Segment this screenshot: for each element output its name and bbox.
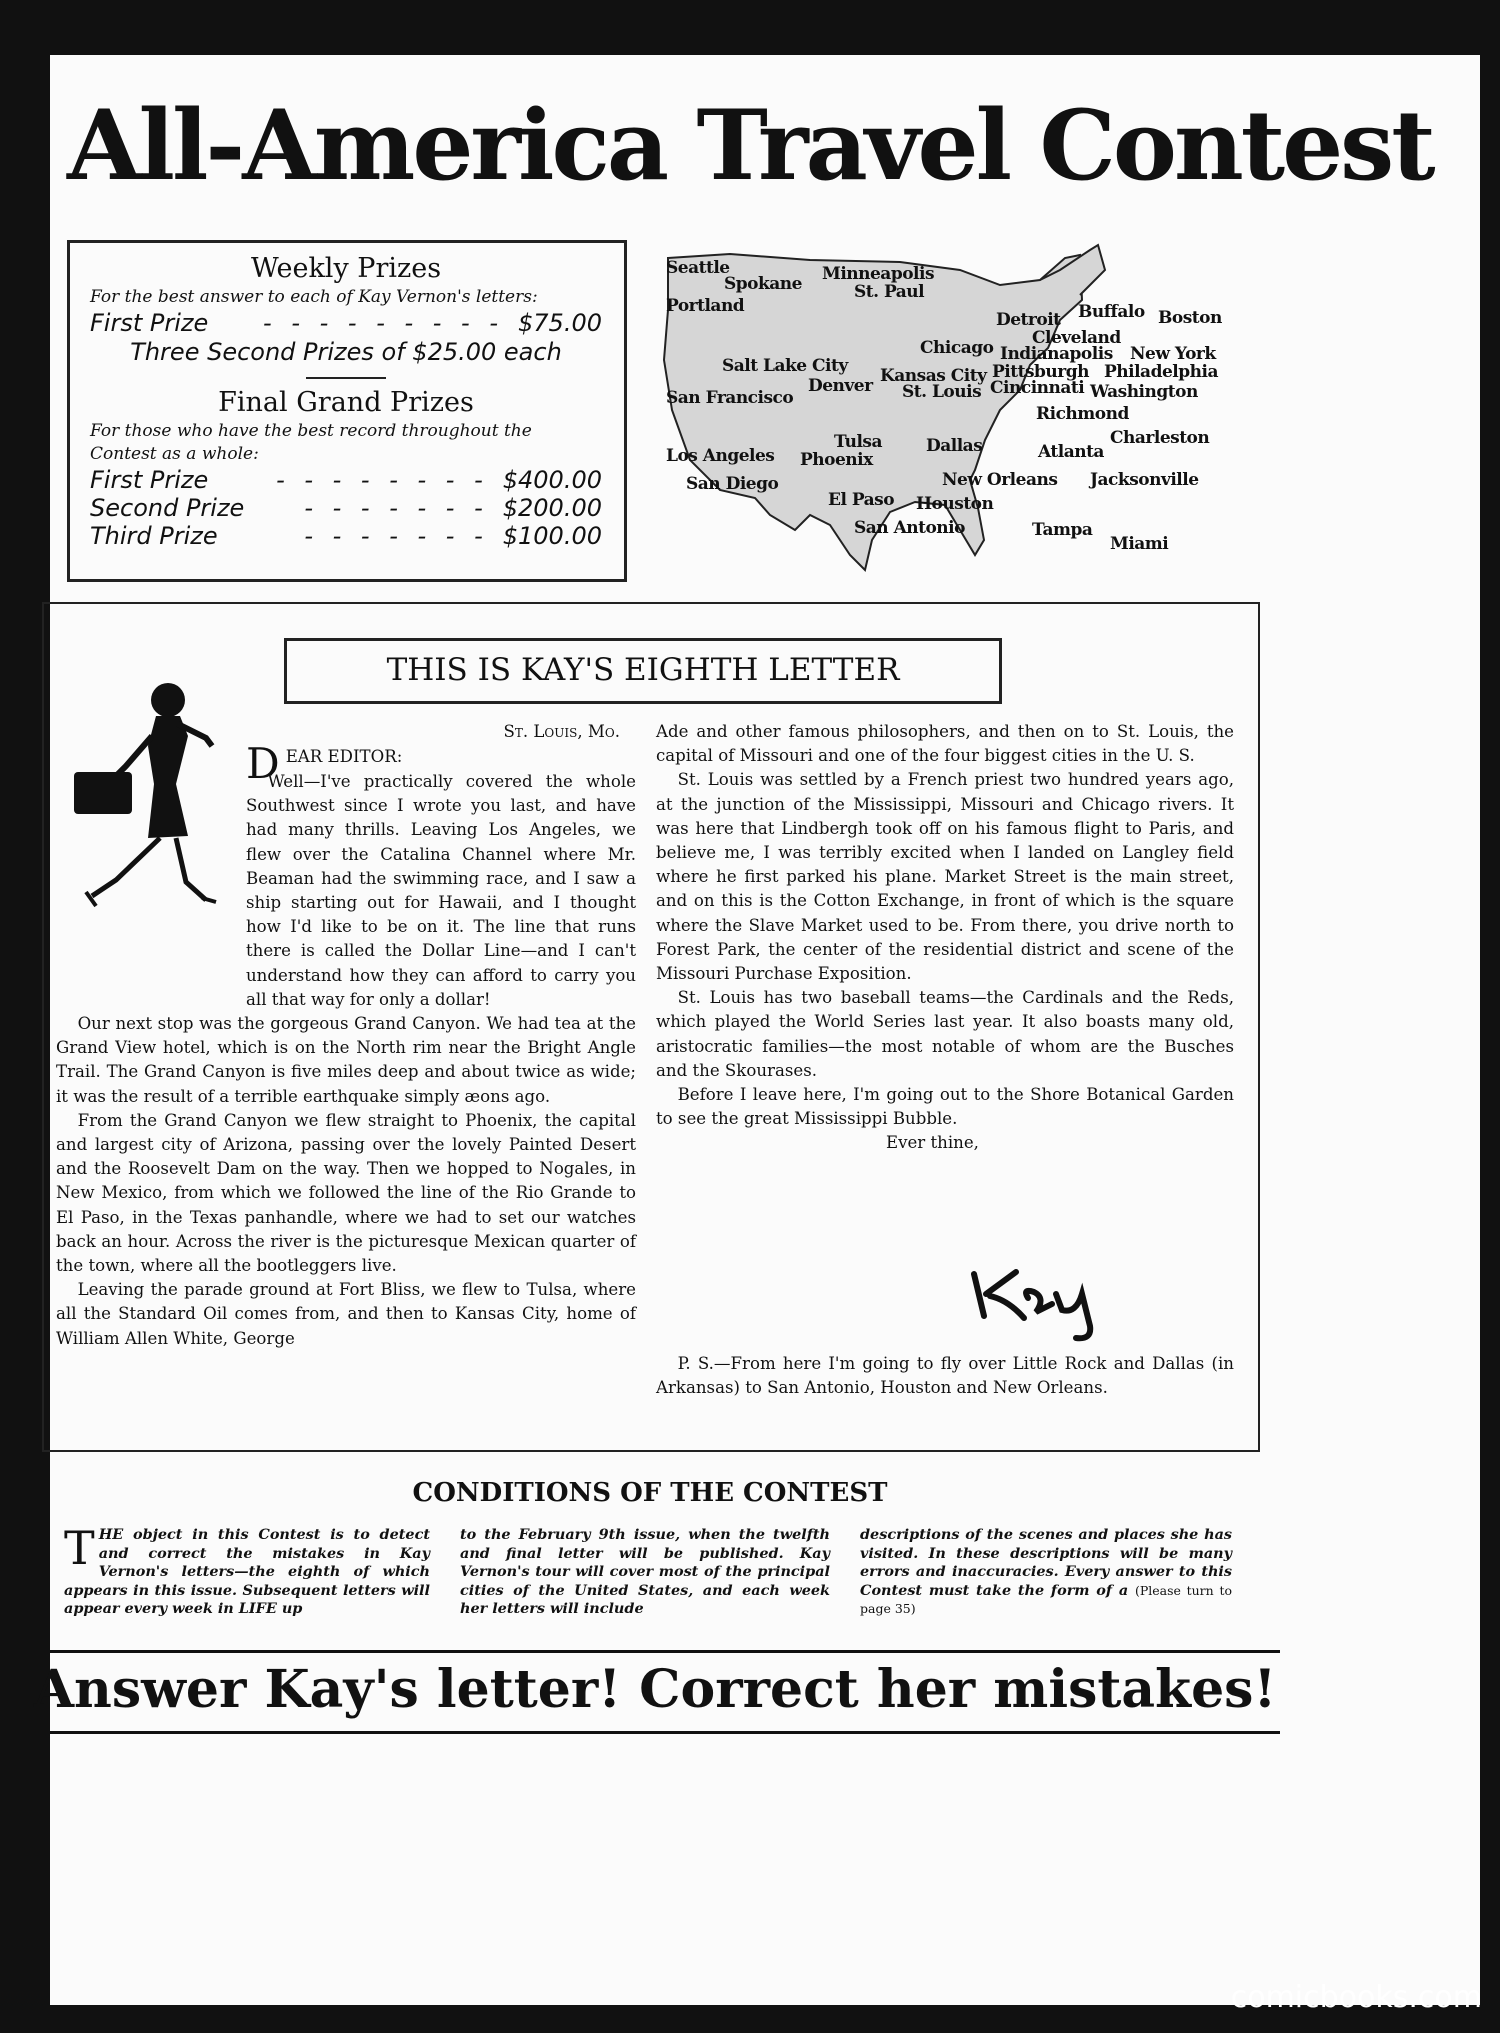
city-label: Portland [666, 296, 745, 316]
final-prize-row [90, 466, 602, 494]
city-label: Phoenix [800, 450, 873, 470]
city-label: El Paso [828, 490, 895, 510]
weekly-prizes-heading: Weekly Prizes [250, 253, 442, 284]
conditions-text: HE object in this Contest is to detect and correct the mistakes in Kay Vernon's letters—the eighth of which appears in this issue. Subsequent letters will appear every week in LIFE up [64, 1526, 430, 1618]
conditions-column-1 [64, 1521, 430, 1619]
conditions-heading: CONDITIONS OF THE CONTEST [412, 1478, 888, 1508]
final-prize-label: Third Prize [90, 522, 218, 550]
page-reference: (Please turn to page 35) [860, 1582, 1232, 1617]
city-label: Richmond [1036, 404, 1129, 424]
leader-dashes: - - - - - - - [304, 522, 489, 550]
city-label: Boston [1158, 308, 1222, 328]
prizes-box [67, 240, 627, 582]
city-label: Tampa [1032, 520, 1093, 540]
city-label: Spokane [724, 274, 802, 294]
city-label: San Diego [686, 474, 779, 494]
city-label: Minneapolis [822, 264, 935, 284]
letter-paragraph: Well—I've practically covered the whole Southwest since I wrote you last, and have had many thrills. Leaving Los Angeles, we flew over the Catalina Channel where Mr. Beaman had the swimming race, and I saw a ship starting out for Hawaii, and I thought how I'd like to be on it. The line that runs there is called the Dollar Line—and I can't understand how they can afford to carry you all that way for only a dollar! [246, 772, 636, 1009]
final-prize-amount: $400.00 [502, 466, 602, 494]
cta-text: Answer Kay's letter! Correct her mistakes! [33, 1659, 1277, 1720]
kay-signature [964, 1254, 1134, 1344]
letter-paragraph: Before I leave here, I'm going out to the Shore Botanical Garden to see the great Mississippi Bubble. [656, 1085, 1234, 1129]
kay-illustration [56, 666, 226, 936]
city-label: Charleston [1110, 428, 1210, 448]
city-label: Cleveland [1032, 328, 1121, 348]
city-label: New Orleans [942, 470, 1058, 490]
page-title: All-America Travel Contest [67, 89, 1433, 202]
final-prize-amount: $100.00 [502, 522, 602, 550]
conditions-text: descriptions of the scenes and places she has visited. In these descriptions will be many errors and inaccuracies. Every answer to this Contest must take the form of a [860, 1526, 1232, 1599]
letter-paragraph: St. Louis was settled by a French priest two hundred years ago, at the junction of the Mississippi, Missouri and Chicago rivers. It was here that Lindbergh took off on his famous flight to Paris, and believe me, I was terribly excited when I landed on Langley field where he first parked his plane. Market Street is the main street, and on this is the Cotton Exchange, in front of which is the square where the Slave Market used to be. From there, you drive north to Forest Park, the center of the residential district and scene of the Missouri Purchase Exposition. [656, 770, 1234, 984]
cta-banner [30, 1650, 1280, 1734]
city-label: San Francisco [666, 388, 794, 408]
city-label: Denver [808, 376, 873, 396]
city-label: Philadelphia [1104, 362, 1218, 382]
final-prizes-heading: Final Grand Prizes [218, 387, 474, 418]
city-label: Cincinnati [990, 378, 1085, 398]
conditions-column-2: to the February 9th issue, when the twelfth and final letter will be published. Kay Vernon's tour will cover most of the principal cities of the United States, and each week her letters will include [460, 1526, 830, 1618]
city-label: Salt Lake City [722, 356, 848, 376]
leader-dashes: - - - - - - - - [276, 466, 489, 494]
letter-paragraph: Our next stop was the gorgeous Grand Canyon. We had tea at the Grand View hotel, which is on the North rim near the Bright Angle Trail. The Grand Canyon is five miles deep and about twice as wide; it was the result of a terrible earthquake simply æons ago. [56, 1014, 636, 1106]
letter-paragraph: Leaving the parade ground at Fort Bliss, we flew to Tulsa, where all the Standard Oil comes from, and then to Kansas City, home of William Allen White, George [56, 1280, 636, 1348]
city-label: Dallas [926, 436, 983, 456]
city-label: Seattle [666, 258, 730, 278]
city-label: Indianapolis [1000, 344, 1113, 364]
letter-place: St. Louis, Mo. [503, 722, 620, 741]
city-label: Chicago [920, 338, 994, 358]
final-prize-row [90, 494, 602, 522]
city-label: Kansas City [880, 366, 987, 386]
weekly-first-prize-row [90, 309, 602, 337]
drop-cap: D [246, 739, 280, 788]
final-prize-amount: $200.00 [502, 494, 602, 522]
final-prizes-note: For those who have the best record throughout the Contest as a whole: [90, 421, 532, 464]
salutation-text: EAR EDITOR: [285, 747, 403, 766]
city-label: Pittsburgh [992, 362, 1089, 382]
source-watermark: comicbooks.com [1230, 1980, 1482, 2015]
salutation [246, 739, 636, 788]
conditions-column-3 [860, 1526, 1232, 1619]
prize-divider [306, 377, 386, 379]
city-label: Buffalo [1078, 302, 1145, 322]
letter-paragraph: Ade and other famous philosophers, and then on to St. Louis, the capital of Missouri and one of the four biggest cities in the U. S. [656, 722, 1234, 766]
city-label: San Antonio [854, 518, 965, 538]
final-prize-row [90, 522, 602, 550]
postscript: P. S.—From here I'm going to fly over Little Rock and Dallas (in Arkansas) to San Antonio, Houston and New Orleans. [656, 1354, 1234, 1398]
letter-box [42, 602, 1260, 1452]
letter-paragraph: St. Louis has two baseball teams—the Cardinals and the Reds, which played the World Series last year. It also boasts many old, aristocratic families—the most notable of whom are the Busches and the Skourases. [656, 988, 1234, 1080]
weekly-first-prize-amount: $75.00 [518, 309, 602, 337]
city-label: New York [1130, 344, 1216, 364]
city-label: St. Paul [854, 282, 925, 302]
letter-paragraph: From the Grand Canyon we flew straight to Phoenix, the capital and largest city of Arizona, passing over the lovely Painted Desert and the Roosevelt Dam on the way. Then we hopped to Nogales, in New Mexico, from which we followed the line of the Rio Grande to El Paso, in the Texas panhandle, where we had to set our watches back an hour. Across the river is the picturesque Mexican quarter of the town, where all the bootleggers live. [56, 1110, 636, 1276]
final-prize-label: First Prize [90, 466, 209, 494]
conditions-drop-cap: T [64, 1521, 95, 1575]
city-label: Atlanta [1038, 442, 1104, 462]
weekly-first-prize-label: First Prize [90, 309, 209, 337]
weekly-second-prizes: Three Second Prizes of $25.00 each [130, 338, 562, 366]
city-label: Houston [916, 494, 994, 514]
city-label: St. Louis [902, 382, 982, 402]
leader-dashes: - - - - - - - [304, 494, 489, 522]
city-label: Tulsa [834, 432, 882, 452]
city-label: Los Angeles [666, 446, 775, 466]
weekly-prizes-note: For the best answer to each of Kay Vernon's letters: [90, 287, 538, 307]
city-label: Jacksonville [1090, 470, 1199, 490]
letter-heading: THIS IS KAY'S EIGHTH LETTER [284, 638, 1002, 704]
city-label: Miami [1110, 534, 1169, 554]
final-prize-label: Second Prize [90, 494, 245, 522]
city-label: Detroit [996, 310, 1061, 330]
letter-closing: Ever thine, [886, 1133, 979, 1153]
leader-dashes: - - - - - - - - - [263, 309, 505, 337]
city-label: Washington [1090, 382, 1198, 402]
us-route-map [660, 240, 1240, 580]
